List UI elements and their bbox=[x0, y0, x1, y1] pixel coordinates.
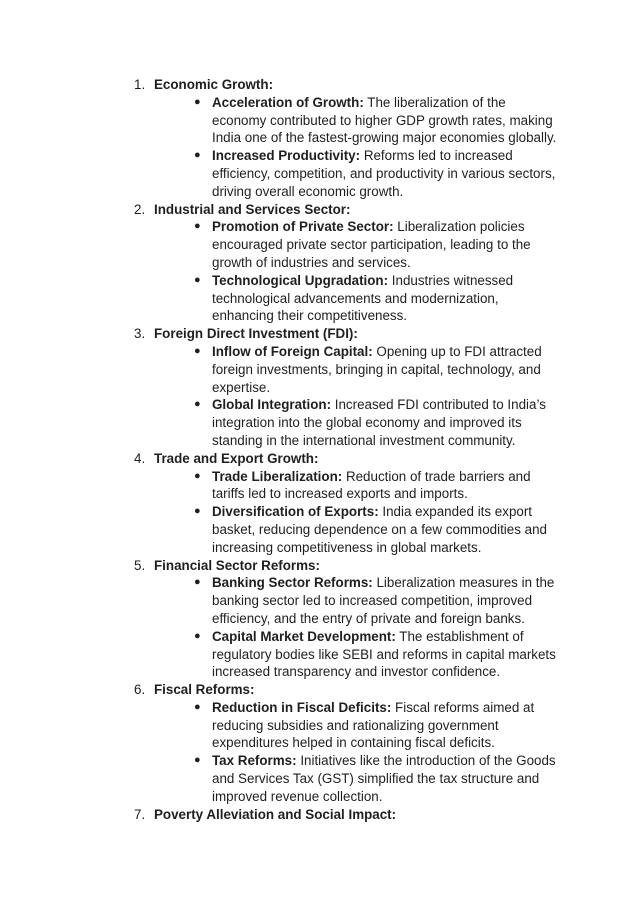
bullet-heading: Increased Productivity: bbox=[212, 148, 361, 164]
list-section-3 bbox=[134, 325, 574, 450]
section-title: Poverty Alleviation and Social Impact: bbox=[154, 806, 397, 822]
bullet-heading: Diversification of Exports: bbox=[212, 504, 379, 520]
bullet-body: Increased FDI contributed to India’s integration into the global economy and improved its standing in the international investment community. bbox=[212, 397, 546, 448]
section-number: 6. bbox=[134, 682, 146, 698]
section-heading bbox=[134, 201, 574, 219]
section-number: 5. bbox=[134, 557, 146, 573]
bullet-text bbox=[212, 503, 562, 556]
bullet-text bbox=[212, 574, 562, 627]
section-title: Foreign Direct Investment (FDI): bbox=[154, 326, 358, 342]
bullet-heading: Tax Reforms: bbox=[212, 753, 297, 769]
bullet-text bbox=[212, 343, 562, 396]
bullet-text bbox=[212, 94, 562, 147]
bullet-heading: Global Integration: bbox=[212, 397, 332, 413]
bullet-icon: ● bbox=[194, 344, 201, 357]
bullet-body: Opening up to FDI attracted foreign investments, bringing in capital, technology, and expertise. bbox=[212, 343, 542, 395]
bullet-icon: ● bbox=[194, 220, 201, 233]
bullet-body: India expanded its export basket, reducing dependence on a few commodities and increasing competitiveness in global markets. bbox=[212, 504, 547, 555]
bullet-text bbox=[212, 272, 562, 325]
section-heading bbox=[134, 76, 574, 94]
list-section-6 bbox=[134, 681, 574, 806]
bullet-list bbox=[134, 574, 574, 681]
bullet-text bbox=[212, 628, 562, 681]
section-heading bbox=[134, 681, 574, 699]
bullet-heading: Inflow of Foreign Capital: bbox=[212, 343, 373, 359]
bullet-text bbox=[212, 218, 562, 271]
bullet-text bbox=[212, 147, 562, 200]
section-heading bbox=[134, 450, 574, 468]
bullet-heading: Trade Liberalization: bbox=[212, 468, 343, 484]
bullet-body: Fiscal reforms aimed at reducing subsidies and rationalizing government expenditures helped in containing fiscal deficits. bbox=[212, 699, 535, 751]
bullet-body: The establishment of regulatory bodies like SEBI and reforms in capital markets increased transparency and investor confidence. bbox=[212, 628, 556, 680]
list-item bbox=[134, 468, 574, 504]
bullet-icon: ● bbox=[194, 505, 201, 518]
bullet-icon: ● bbox=[194, 398, 201, 411]
section-heading bbox=[134, 806, 574, 824]
bullet-list bbox=[134, 343, 574, 450]
list-item bbox=[134, 574, 574, 627]
list-item bbox=[134, 396, 574, 449]
bullet-heading: Promotion of Private Sector: bbox=[212, 219, 394, 235]
bullet-icon: ● bbox=[194, 576, 201, 589]
section-number: 1. bbox=[134, 77, 146, 92]
bullet-icon: ● bbox=[194, 149, 201, 162]
bullet-list bbox=[134, 94, 574, 201]
list-item bbox=[134, 94, 574, 147]
list-section-7 bbox=[134, 806, 574, 824]
bullet-heading: Reduction in Fiscal Deficits: bbox=[212, 699, 392, 715]
bullet-body: Reduction of trade barriers and tariffs led to increased exports and imports. bbox=[212, 468, 531, 502]
bullet-body: Industries witnessed technological advancements and modernization, enhancing their competitiveness. bbox=[212, 272, 514, 324]
section-title: Trade and Export Growth: bbox=[154, 450, 319, 466]
list-item bbox=[134, 147, 574, 200]
numbered-list bbox=[134, 76, 574, 823]
section-heading bbox=[134, 557, 574, 575]
list-section-4 bbox=[134, 450, 574, 557]
bullet-icon: ● bbox=[194, 700, 201, 713]
section-title: Industrial and Services Sector: bbox=[154, 201, 351, 217]
bullet-body: Liberalization policies encouraged private sector participation, leading to the growth of industries and services. bbox=[212, 219, 531, 270]
bullet-text bbox=[212, 468, 562, 504]
section-title: Fiscal Reforms: bbox=[154, 682, 255, 698]
bullet-list bbox=[134, 468, 574, 557]
section-number: 4. bbox=[134, 450, 146, 466]
bullet-heading: Capital Market Development: bbox=[212, 628, 396, 644]
list-item bbox=[134, 343, 574, 396]
list-item bbox=[134, 503, 574, 556]
bullet-heading: Technological Upgradation: bbox=[212, 272, 389, 288]
bullet-list bbox=[134, 218, 574, 325]
section-number: 2. bbox=[134, 201, 146, 217]
bullet-icon: ● bbox=[194, 754, 201, 767]
list-section-5 bbox=[134, 557, 574, 682]
bullet-list bbox=[134, 699, 574, 806]
section-number: 7. bbox=[134, 806, 146, 822]
bullet-icon: ● bbox=[194, 273, 201, 286]
section-title: Economic Growth: bbox=[154, 77, 274, 92]
bullet-body: Liberalization measures in the banking sector led to increased competition, improved efficiency, and the entry of private and foreign banks. bbox=[212, 575, 555, 626]
list-section-1 bbox=[134, 76, 574, 201]
section-heading bbox=[134, 325, 574, 343]
bullet-icon: ● bbox=[194, 95, 201, 108]
bullet-body: Reforms led to increased efficiency, competition, and productivity in various sectors, driving overall economic growth. bbox=[212, 148, 556, 199]
list-item bbox=[134, 628, 574, 681]
list-item bbox=[134, 699, 574, 752]
bullet-text bbox=[212, 699, 562, 752]
bullet-text bbox=[212, 752, 562, 805]
list-item bbox=[134, 218, 574, 271]
list-section-2 bbox=[134, 201, 574, 326]
bullet-body: Initiatives like the introduction of the Goods and Services Tax (GST) simplified the tax structure and improved revenue collection. bbox=[212, 753, 556, 804]
bullet-body: The liberalization of the economy contributed to higher GDP growth rates, making India one of the fastest-growing major economies globally. bbox=[212, 94, 557, 146]
bullet-icon: ● bbox=[194, 629, 201, 642]
bullet-text bbox=[212, 396, 562, 449]
list-item bbox=[134, 272, 574, 325]
section-number: 3. bbox=[134, 326, 146, 342]
bullet-heading: Banking Sector Reforms: bbox=[212, 575, 373, 591]
bullet-icon: ● bbox=[194, 469, 201, 482]
section-title: Financial Sector Reforms: bbox=[154, 557, 320, 573]
bullet-heading: Acceleration of Growth: bbox=[212, 94, 364, 110]
list-item bbox=[134, 752, 574, 805]
